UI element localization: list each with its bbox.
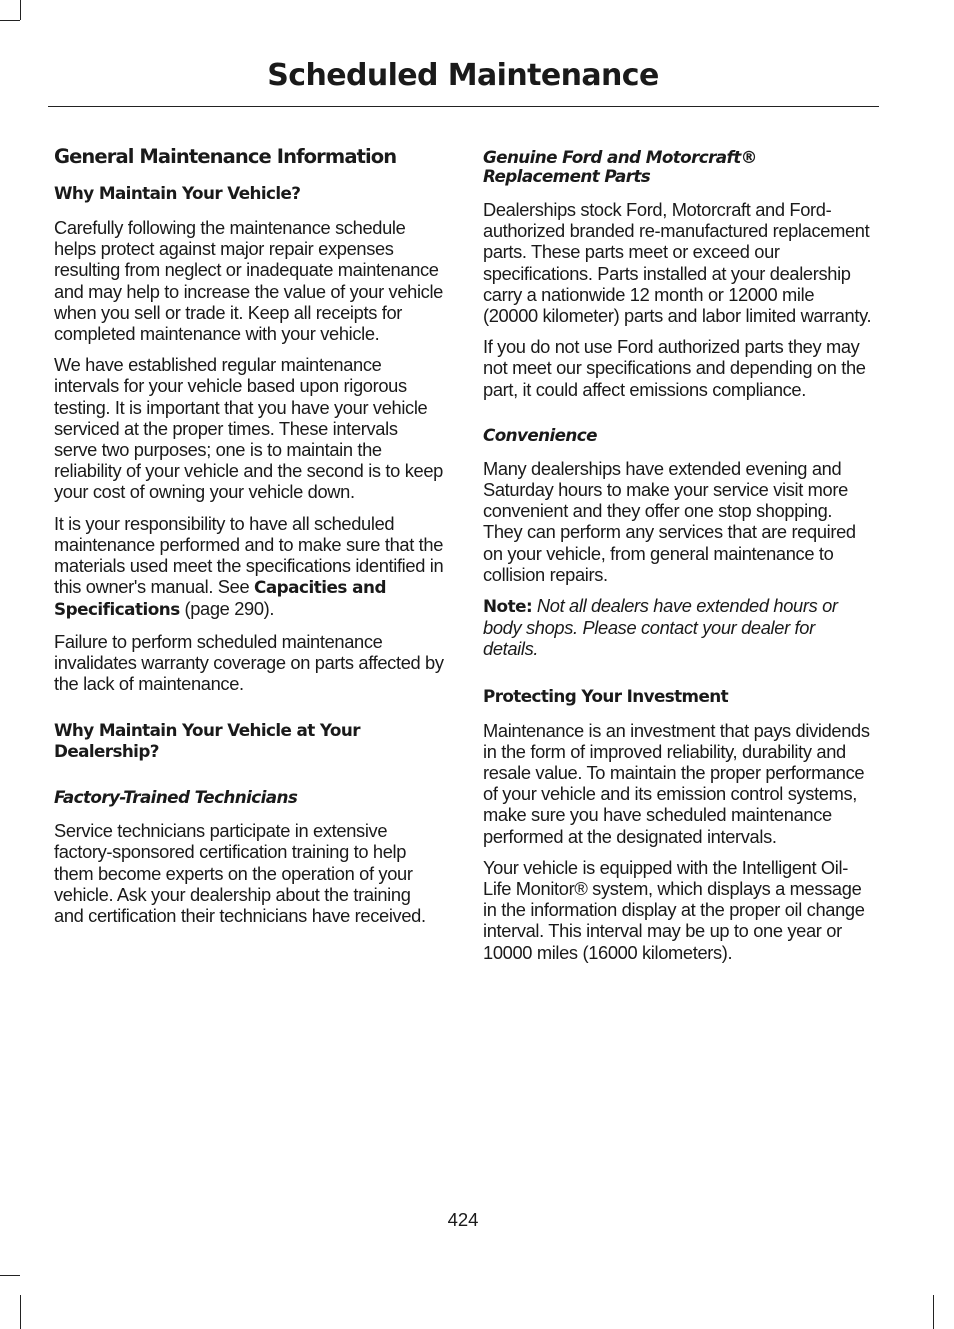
paragraph-dealership-parts: Dealerships stock Ford, Motorcraft and Ford-authorized branded re-manufactured replacement parts. These parts meet or exceed our specifications. Parts installed at your dealership carry a nationwide 12 month or 12000 mile (20000 kilometer) parts and labor limited warranty.	[483, 199, 872, 327]
heading-genuine-parts: Genuine Ford and Motorcraft® Replacement Parts	[483, 147, 757, 186]
page-number: 424	[447, 1209, 479, 1230]
heading-general-maintenance: General Maintenance Information	[54, 145, 397, 168]
paragraph-oil-life-monitor: Your vehicle is equipped with the Intelligent Oil-Life Monitor® system, which displays a message in the information display at the proper oil change interval. This interval may be up to one year or 10000 miles (16000 kilometers).	[483, 856, 865, 963]
heading-why-dealership: Why Maintain Your Vehicle at Your Dealership?	[54, 720, 360, 762]
title-divider	[48, 106, 879, 107]
crop-mark-top-left-horizontal	[0, 20, 20, 21]
crop-mark-bottom-left-horizontal	[0, 1275, 20, 1276]
paragraph-convenience: Many dealerships have extended evening and Saturday hours to make your service visit more convenient and they offer one stop shopping. They can perform any services that are required on your vehicle, from general maintenance to collision repairs.	[483, 457, 856, 585]
paragraph-warranty: Failure to perform scheduled maintenance invalidates warranty coverage on parts affected by the lack of maintenance.	[54, 630, 444, 695]
responsibility-text: It is your responsibility to have all scheduled maintenance performed and to make sure that the materials used meet the specifications identified in this owner's manual. See	[54, 512, 444, 598]
paragraph-maintenance-schedule: Carefully following the maintenance schedule helps protect against major repair expenses resulting from neglect or inadequate maintenance and may help to increase the value of your vehicle when you sell or trade it. Keep all receipts for completed maintenance with your vehicle.	[54, 217, 443, 345]
crop-mark-bottom-right-vertical	[933, 1295, 934, 1329]
paragraph-technicians: Service technicians participate in extensive factory-sponsored certification training to help them become experts on the operation of your vehicle. Ask your dealership about the training and certification their technicians have received.	[54, 820, 426, 927]
note-label: Note:	[483, 596, 533, 617]
left-column	[54, 145, 444, 936]
crop-mark-bottom-left-vertical	[20, 1295, 21, 1329]
capacities-link[interactable]: Capacities and Specifications	[54, 577, 386, 620]
note-text: Not all dealers have extended hours or body shops. Please contact your dealer for details.	[483, 595, 838, 660]
heading-why-maintain: Why Maintain Your Vehicle?	[54, 183, 301, 203]
heading-protecting-investment: Protecting Your Investment	[483, 685, 728, 706]
paragraph-authorized-parts: If you do not use Ford authorized parts they may not meet our specifications and depending on the part, it could affect emissions compliance.	[483, 336, 866, 400]
paragraph-responsibility	[54, 513, 444, 621]
heading-convenience: Convenience	[483, 424, 597, 445]
page-title: Scheduled Maintenance	[267, 58, 659, 93]
paragraph-investment: Maintenance is an investment that pays dividends in the form of improved reliability, durability and resale value. To maintain the proper performance of your vehicle and its emission control systems, make sure you have scheduled maintenance performed at the designated intervals.	[483, 719, 870, 847]
note-paragraph	[483, 595, 873, 660]
heading-factory-technicians: Factory-Trained Technicians	[54, 787, 298, 808]
paragraph-maintenance-intervals: We have established regular maintenance intervals for your vehicle based upon rigorous testing. It is important that you have your vehicle serviced at the proper times. These intervals serve two purposes; one is to maintain the reliability of your vehicle and the second is to keep your cost of owning your vehicle down.	[54, 354, 443, 503]
right-column	[483, 145, 873, 973]
crop-mark-top-left-vertical	[20, 0, 21, 20]
page-reference: (page 290).	[179, 598, 275, 620]
